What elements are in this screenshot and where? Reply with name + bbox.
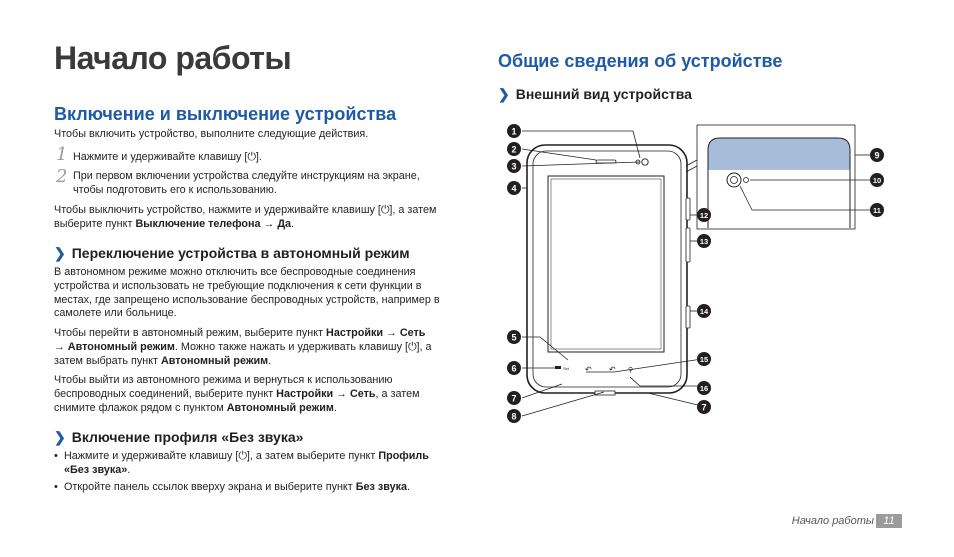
chevron-right-icon: ❯ [498,86,510,102]
bullet-icon: • [54,450,58,462]
front-camera-icon [642,159,648,165]
page-number: 11 [876,514,902,528]
svg-text:12: 12 [699,211,709,220]
callout-7-left [507,391,521,405]
section-title-offline: ❯ Переключение устройства в автономный режим [54,245,410,261]
rear-camera-icon [727,173,741,187]
svg-text:7: 7 [701,402,707,413]
tablet-screen [548,176,664,352]
callout-9 [870,148,884,162]
multifunction-jack [595,391,615,395]
callout-10 [870,173,884,187]
svg-text:11: 11 [873,206,881,215]
page-title: Начало работы [54,40,292,76]
svg-text:6: 6 [511,363,517,374]
callout-2 [507,142,521,156]
step-number-2: 2 [56,166,68,187]
callout-14 [697,304,711,318]
section-title-power: Включение и выключение устройства [54,104,397,124]
bullet-icon: • [54,481,58,493]
callout-6 [507,361,521,375]
callout-5 [507,330,521,344]
callout-16 [697,381,711,395]
back-key-icon: ↶ [585,365,592,374]
svg-text:14: 14 [699,307,709,316]
memory-slot [686,306,690,328]
svg-text:7: 7 [511,393,517,404]
svg-text:16: 16 [699,384,709,393]
callout-4 [507,181,521,195]
callout-11 [870,203,884,217]
step-2-text: При первом включении устройства следуйте инструкциям на экране, чтобы подготовить его к использованию. [73,170,420,196]
chevron-right-icon: ❯ [54,429,66,445]
svg-text:13: 13 [699,237,709,246]
svg-text:8: 8 [511,411,517,422]
menu-key-icon: ↶ [609,365,616,374]
callout-7-right [697,400,711,414]
section-title-device-overview: Общие сведения об устройстве [498,51,783,71]
silent-bullet-2: • Откройте панель ссылок вверху экрана и выберите пункт Без звука. [54,481,411,493]
power-off-paragraph: Чтобы выключить устройство, нажмите и удерживайте клавишу [⏻], а затем выберите пункт Выключение телефона → Да. [54,204,437,230]
callout-3 [507,159,521,173]
offline-enable-paragraph: Чтобы перейти в автономный режим, выберите пункт Настройки → Сеть → Автономный режим. Можно также нажать и удерживать клавишу [⏻], а затем выбрать пункт Автономный режим. [54,327,432,367]
svg-text:9: 9 [874,150,880,161]
offline-disable-paragraph: Чтобы выйти из автономного режима и вернуться к использованию беспроводных соединений, выберите пункт Настройки → Сеть, а затем снимите флажок рядом с пунктом Автономный режим. [54,374,420,414]
silent-bullet-1: • Нажмите и удерживайте клавишу [⏻], а затем выберите пункт Профиль «Без звука». [54,450,429,476]
svg-text:10: 10 [872,176,882,185]
callout-8 [507,409,521,423]
step-1-text: Нажмите и удерживайте клавишу [⏻]. [73,151,262,163]
power-intro: Чтобы включить устройство, выполните следующие действия. [54,128,369,140]
power-key [686,198,690,220]
svg-text:4: 4 [511,183,517,194]
callout-13 [697,234,711,248]
svg-text:2: 2 [511,144,517,155]
svg-text:1: 1 [511,126,517,137]
step-number-1: 1 [56,144,68,165]
footer-section-name: Начало работы [791,515,874,527]
svg-text:5: 5 [511,332,517,343]
flash-icon [744,178,749,183]
home-label: Set [563,366,570,371]
callout-1 [507,124,521,138]
section-title-silent: ❯ Включение профиля «Без звука» [54,429,304,445]
callout-12 [697,208,711,222]
svg-text:3: 3 [511,161,517,172]
home-key-icon [555,366,561,369]
callout-15 [697,352,711,366]
subsection-title-device-view: ❯ Внешний вид устройства [498,86,692,102]
svg-text:15: 15 [699,355,709,364]
offline-description: В автономном режиме можно отключить все беспроводные соединения устройства и использовать не требующие подключения к сети функции в местах, где запрещено использование беспроводных устройств, например в самолете или больнице. [54,266,440,320]
volume-key [686,228,690,262]
chevron-right-icon: ❯ [54,245,66,261]
search-key-icon: ⚲ [628,367,634,374]
